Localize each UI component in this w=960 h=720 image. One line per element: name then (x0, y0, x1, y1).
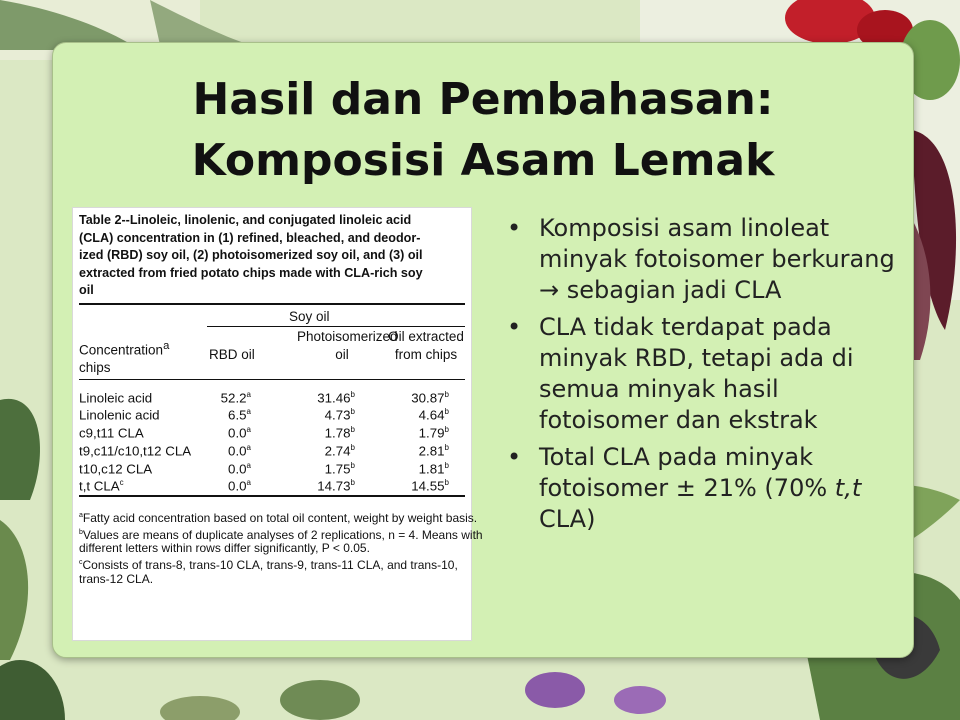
table-cell: 14.73$^b$ (317, 478, 355, 494)
table-row (79, 421, 465, 439)
table-cell: 1.78$^b$ (324, 425, 355, 441)
column-header-rbd: RBD oil (209, 346, 255, 362)
table-cell: 31.46$^b$ (317, 389, 355, 405)
fatty-acid-table-image (72, 207, 483, 641)
bullet-icon: • (507, 313, 522, 341)
table-cell: t,t CLA$^c$ (79, 478, 124, 494)
caption-line: ized (RBD) soy oil, (2) photoisomerized soy oil, and (3) oil (79, 248, 423, 262)
bullet-list (507, 213, 907, 541)
table-cell: 0.0$^a$ (228, 425, 251, 441)
table-cell: 14.55$^b$ (411, 478, 449, 494)
table-cell: 2.81$^b$ (418, 442, 449, 459)
bullet-text: Komposisi asam linoleat minyak fotoisomer berkurang → sebagian jadi CLA (539, 214, 895, 304)
slide-title (53, 69, 913, 191)
bullet-icon: • (507, 443, 522, 471)
column-header-concentration: Concentration$^a$ chips (79, 339, 170, 375)
table-cell: c9,t11 CLA (79, 425, 144, 441)
title-line-2: Komposisi Asam Lemak (191, 135, 775, 186)
table-cell: 0.0$^a$ (228, 442, 251, 459)
caption-line: extracted from fried potato chips made with CLA-rich soy (79, 265, 423, 280)
content-panel (52, 42, 914, 658)
table-cell: 1.81$^b$ (418, 460, 449, 477)
column-header-oil-extracted: Oil extracted from chips (388, 328, 464, 362)
footnote-b-cont: different letters within rows differ significantly, P < 0.05. (79, 541, 370, 556)
footnote-a: $^a$Fatty acid concentration based on total oil content, weight by weight basis. (79, 511, 478, 526)
table-column-headers (79, 327, 465, 379)
column-header-photoisomerized: Photoisomerized oil (297, 328, 398, 362)
table-cell: Linoleic acid (79, 389, 153, 405)
caption-line: Table 2--Linoleic, linolenic, and conjugated linoleic acid (79, 213, 412, 227)
table-cell: 30.87$^b$ (411, 389, 449, 405)
footnote-c: $^c$Consists of trans-8, trans-10 CLA, trans-9, trans-11 CLA, and trans-10, (79, 558, 458, 573)
caption-line: oil (79, 283, 94, 297)
footnote-c-cont: trans-12 CLA. (79, 571, 154, 586)
table-row (79, 403, 465, 421)
title-line-1: Hasil dan Pembahasan: (192, 74, 774, 125)
table-caption (79, 212, 465, 300)
table-row (79, 386, 465, 404)
table-cell: Linolenic acid (79, 407, 160, 423)
table-row (79, 457, 465, 475)
caption-line: (CLA) concentration in (1) refined, bleached, and deodor- (79, 230, 421, 245)
table-cell: t9,c11/c10,t12 CLA (79, 443, 192, 459)
bullet-text: Total CLA pada minyak fotoisomer ± 21% (70% t,t CLA) (539, 443, 862, 533)
bullet-icon: • (507, 214, 522, 242)
table-cell: 6.5$^a$ (228, 407, 251, 423)
table-cell: 52.2$^a$ (220, 389, 251, 405)
bullet-item (507, 213, 907, 306)
table-cell: 4.64$^b$ (418, 407, 449, 423)
table-group-header (79, 305, 465, 327)
table-footnotes (79, 505, 483, 586)
table-cell: 2.74$^b$ (324, 442, 355, 459)
table-cell: 4.73$^b$ (324, 407, 355, 423)
table-cell: 1.75$^b$ (324, 460, 355, 477)
bullet-item (507, 312, 907, 436)
table-cell: t10,c12 CLA (79, 461, 153, 477)
footnote-b: $^b$Values are means of duplicate analyses of 2 replications, n = 4. Means with (79, 527, 483, 542)
table-cell: 1.79$^b$ (418, 425, 449, 441)
table-cell: 0.0$^a$ (228, 460, 251, 477)
soy-oil-header: Soy oil (289, 308, 330, 324)
table-row (79, 439, 465, 457)
table-body (79, 380, 465, 493)
bullet-item (507, 442, 907, 535)
table-row (79, 474, 465, 492)
bullet-text: CLA tidak terdapat pada minyak RBD, tetapi ada di semua minyak hasil fotoisomer dan ekstrak (539, 313, 854, 434)
table-cell: 0.0$^a$ (228, 478, 251, 494)
